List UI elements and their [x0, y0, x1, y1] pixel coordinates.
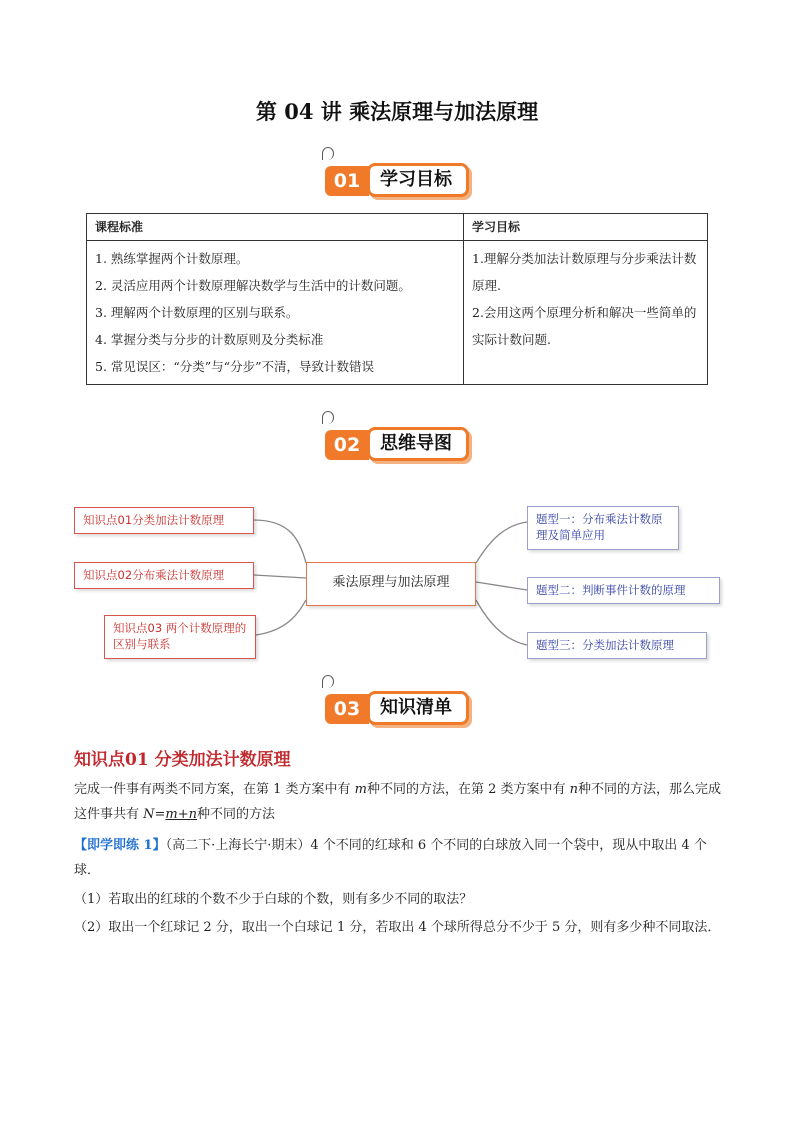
mindmap-node-knowledge-02: 知识点02分布乘法计数原理 [74, 562, 254, 589]
mindmap-center-node: 乘法原理与加法原理 [306, 562, 476, 606]
math-n: n [569, 782, 579, 797]
mindmap-node-type-02: 题型二：判断事件计数的原理 [527, 577, 720, 604]
section-number: 03 [325, 694, 369, 724]
objective-item: 2.会用这两个原理分析和解决一些简单的实际计数问题. [472, 305, 697, 347]
section-number: 01 [325, 166, 369, 196]
section-label: 知识清单 [367, 691, 469, 725]
section-label: 思维导图 [367, 427, 469, 461]
section-number: 02 [325, 430, 369, 460]
standard-item: 4. 掌握分类与分步的计数原则及分类标准 [95, 332, 324, 347]
objective-item: 1.理解分类加法计数原理与分步乘法计数原理. [472, 251, 697, 293]
math-sum: m+n [165, 807, 198, 822]
standard-item: 3. 理解两个计数原理的区别与联系。 [95, 305, 299, 320]
exercise-tag: 【即学即练 1】 [74, 838, 166, 853]
question-2: （2）取出一个红球记 2 分，取出一个白球记 1 分，若取出 4 个球所得总分不少于 5 分，则有多少种不同取法． [74, 920, 721, 935]
question-1: （1）若取出的红球的个数不少于白球的个数，则有多少不同的取法？ [74, 892, 473, 907]
text-run: 种不同的方法，在第 2 类方案中有 [367, 782, 570, 797]
exercise-text: （高二下·上海长宁·期末）4 个不同的红球和 6 个不同的白球放入同一个袋中，现从中取出 4 个球． [74, 838, 707, 878]
knowledge-heading: 知识点01 分类加法计数原理 [74, 750, 291, 770]
knowledge-paragraph [74, 777, 724, 827]
mindmap-node-knowledge-01: 知识点01分类加法计数原理 [74, 507, 254, 534]
math-m: m [354, 782, 367, 797]
mindmap-node-type-01: 题型一：分布乘法计数原理及简单应用 [527, 506, 679, 550]
mindmap-node-type-03: 题型三：分类加法计数原理 [527, 632, 707, 659]
table-header-standards: 课程标准 [87, 214, 464, 241]
standard-item: 2. 灵活应用两个计数原理解决数学与生活中的计数问题。 [95, 278, 411, 293]
math-N: N [143, 807, 155, 822]
exercise-paragraph [74, 833, 724, 883]
text-run: 完成一件事有两类不同方案，在第 1 类方案中有 [74, 782, 355, 797]
curl-decoration [322, 675, 334, 688]
section-label: 学习目标 [367, 163, 469, 197]
mindmap-node-knowledge-03: 知识点03 两个计数原理的区别与联系 [104, 615, 256, 659]
table-header-objectives: 学习目标 [464, 214, 708, 241]
standard-item: 5. 常见误区：“分类”与“分步”不清，导致计数错误 [95, 359, 374, 374]
standard-item: 1. 熟练掌握两个计数原理。 [95, 251, 249, 266]
page-title: 第 04 讲 乘法原理与加法原理 [255, 99, 539, 124]
math-equals: = [154, 807, 166, 822]
text-run: 种不同的方法 [197, 807, 276, 822]
text-run: 种不同的方法，那么完成这件事共有 [74, 782, 722, 822]
